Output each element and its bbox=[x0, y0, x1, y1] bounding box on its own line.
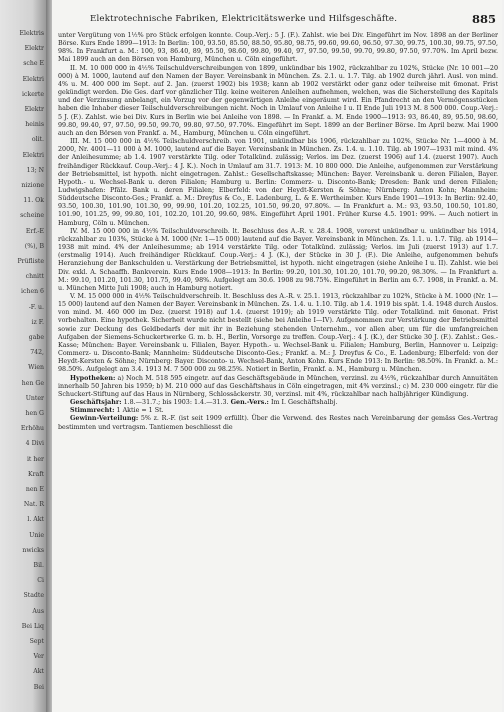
prev-page-fragment: olit. bbox=[31, 136, 44, 144]
hypotheken-text: a) Noch M. 518 595 eingetr. auf das Geschäftsgebäude in München, verzinsl. zu 4½%, rückzahlbar durch Annuitäten innerhalb 50 Jahren bis 1959; b) M. 210 000 auf das Geschäftshaus in Cöln eingetragen, mit 4% verzinsl.; c) M. 230 000 eingetr. für die Schuckert-Stiftung auf das Haus in Nürnberg, Schlossäckerstr. 30, verzinsl. mit 4%, rückzahlbar nach halbjähriger Kündigung. bbox=[58, 374, 498, 398]
paragraph-gewinn-verteilung bbox=[58, 415, 498, 431]
paragraph-hypotheken bbox=[58, 375, 498, 399]
prev-page-fragment: l. Akt bbox=[27, 516, 44, 524]
prev-page-fragment: 13; N bbox=[26, 166, 44, 174]
prev-page-fragment: Akt bbox=[33, 668, 44, 676]
paragraph-anleihe-ii: II. M. 10 000 000 in 4½% Teilschuldverschreibungen von 1899, unkündbar bis 1902, rückzahlbar zu 102%, Stücke (Nr. 10 001—20 000) à M. 1000, lautend auf den Namen der Bayer. Vereinsbank in München. Zs. 2.1. u. 1.7. Tilg. ab 1902 durch jährl. Ausl. von mind. 4% u. M. 400 000 im Sept. auf 2. Jan. (zuerst 1902) bis 1938; kann ab 1902 verstärkt oder ganz oder teilweise mit 6monat. Frist gekündigt werden. Die Ges. darf vor gänzlicher Tilg. keine weiteren Anleihen aufnehmen, welchen, was die Sicherstellung des Kapitals und der Verzinsung anbelangt, ein Vorzug vor der gegenwärtigen Anleihe eingeräumt wird. Ein Pfandrecht an den Vermögensstücken haben die Inhaber dieser Teilschuldverschreibungen nicht. Noch in Umlauf von Anleihe I u. II Ende Juli 1913 M. 8 500 000. Coup.-Verj.: 5 J. (F.). Zahlst. wie bei Div. Kurs in Berlin wie bei Anleihe von 1898. — In Frankf. a. M. Ende 1900—1913: 93, 86.40, 89, 95.50, 98.60, 99.80, 99.40, 97, 97.50, 99.50, 99.70, 99.80, 97.50, 97.70%. Eingeführt im Sept. 1899 an der Berliner Börse. Im April bezw. Mai 1900 auch an den Börsen von Frankf. a. M., Hamburg, München u. Cöln eingeführt. bbox=[58, 64, 498, 137]
prev-page-fragment: 4 Divi bbox=[25, 440, 44, 448]
prev-page-fragment: Bei Liq bbox=[21, 622, 44, 630]
prev-page-fragment: hen Ge bbox=[21, 379, 44, 387]
gen-vers-label: Gen.-Vers.: bbox=[230, 399, 269, 407]
geschaeftsjahr-label: Geschäftsjahr: bbox=[70, 399, 122, 407]
prev-page-fragment: chnitt bbox=[25, 273, 44, 281]
prev-page-fragment: Ver bbox=[33, 653, 44, 661]
stimmrecht-label: Stimmrecht: bbox=[70, 407, 115, 415]
stimmrecht-text: 1 Aktie = 1 St. bbox=[116, 407, 164, 415]
prev-page-fragment: Wien bbox=[28, 364, 44, 372]
prev-page-fragment: Unie bbox=[29, 531, 44, 539]
prev-page-fragment: nizione bbox=[21, 182, 44, 189]
prev-page-fragment: ichen 6 bbox=[21, 288, 44, 296]
prev-page-fragment: nen E bbox=[25, 486, 44, 493]
prev-page-fragment: it her bbox=[26, 455, 44, 463]
prev-page-fragment: Nat. R bbox=[23, 501, 44, 509]
prev-page-fragment: -F. u. bbox=[28, 303, 44, 311]
page-body bbox=[58, 32, 498, 702]
geschaeftsjahr-text: 1.8.—31.7.; bis 1903: 1.4.—31.3. bbox=[123, 399, 229, 407]
prev-page-fragment: Elektr bbox=[24, 45, 44, 53]
gewinn-text: 5% z. R.-F. (ist seit 1909 erfüllt). Über die Verwend. des Restes nach Vereinbarung der gemäss Ges.-Vertrag bestimmten und vertragsm. Tantiemen beschliesst die bbox=[58, 415, 498, 431]
prev-page-fragment: (%), B bbox=[24, 242, 44, 250]
prev-page-fragment: hen G bbox=[25, 410, 44, 417]
prev-page-fragment: Bil. bbox=[33, 562, 44, 569]
prev-page-fragment: Elektri bbox=[22, 151, 44, 159]
prev-page-fragment: Bei bbox=[33, 683, 44, 691]
running-header-title: Elektrotechnische Fabriken, Elektricitätswerke und Hilfsgeschäfte. bbox=[90, 14, 398, 24]
prev-page-fragment: Sept bbox=[29, 638, 44, 645]
prev-page-fragment: Erf.-E bbox=[25, 227, 44, 235]
prev-page-fragment: Erhöhu bbox=[20, 425, 44, 433]
prev-page-fragment: Elektr bbox=[24, 106, 44, 113]
prev-page-fragment: Aus bbox=[32, 607, 44, 615]
prev-page-fragment: 742, bbox=[30, 349, 44, 357]
prev-page-fragment: scheine bbox=[20, 212, 44, 220]
prev-page-fragment: Kraft bbox=[27, 470, 44, 478]
paragraph-geschaeftsjahr bbox=[58, 399, 498, 407]
prev-page-fragment: Unter bbox=[25, 394, 44, 402]
prev-page-fragment: Stadte bbox=[23, 592, 44, 600]
paragraph-anleihe-iii: III. M. 15 000 000 in 4½% Teilschuldverschreib. von 1901, unkündbar bis 1906, rückzahlbar zu 102%, Stücke Nr. 1—4000 à M. 2000, Nr. 4001—11 000 à M. 1000, lautend auf die Bayer. Vereinsbank in München. Zs. 1.4. u. 1.10. Tilg. ab 1907—1931 mit mind. 4% der Anleihesumme; ab 1.4. 1907 verstärkte Tilg. oder Totalkünd. zulässig; Verlos. im Dez. (zuerst 1906) auf 1.4. (zuerst 1907). Auch freihändiger Rückkauf. Coup.-Verj.: 4 J. K.). Noch in Umlauf am 31.7. 1913: M. 10 800 000. Die Anleihe, aufgenommen zur Verstärkung der Betriebsmittel, ist hypoth. nicht eingetragen. Zahlst.: Gesellschaftskasse; München: Bayer. Vereinsbank u. deren Filialen, Bayer. Hypoth.- u. Wechsel-Bank u. deren Filialen; Hamburg u. Berlin: Commerz- u. Disconto-Bank; Dresden: Bank und deren Filialen; Ludwigshafen: Pfälz. Bank u. deren Filialen; Elberfeld: von der Heydt-Kersten & Söhne; Nürnberg: Anton Kohn; Mannheim: Süddeutsche Disconto-Ges.; Frankf. a. M.: Dreyfus & Co., E. Ladenburg, L. & E. Wertheimber. Kurs Ende 1901—1913: In Berlin: 92.40, 93.50, 100.30, 101.90, 101.30, 99, 99.90, 101.20, 102.25, 101.50, 99.20, 97.80%. — In Frankfurt a. M.: 93, 93.50, 100.50, 101.80, 101.90, 101.25, 99, 99.80, 101, 102.20, 101.20, 99.60, 98%. Eingeführt April 1901. Früher Kurse 4.5. 1901: 99%. — Auch notiert in Hamburg, Cöln u. München. bbox=[58, 138, 498, 227]
prev-page-fragment: Ci bbox=[37, 577, 44, 585]
hypotheken-label: Hypotheken: bbox=[70, 374, 116, 382]
prev-page-fragment: Elektris bbox=[19, 30, 44, 37]
gen-vers-text: Im I. Geschäftshalbj. bbox=[270, 399, 338, 407]
prev-page-fragment: Elektri bbox=[22, 75, 44, 83]
prev-page-fragment: iz F. bbox=[31, 318, 44, 326]
book-page bbox=[52, 0, 502, 712]
prev-page-fragment: 11. Ok bbox=[23, 197, 44, 205]
prev-page-fragment: sche E bbox=[23, 60, 44, 68]
previous-page-edge bbox=[0, 0, 47, 712]
gewinn-label: Gewinn-Verteilung: bbox=[70, 415, 139, 423]
paragraph-anleihe-iv: IV. M. 15 000 000 in 4½% Teilschuldverschreib. lt. Beschluss des A.-R. v. 28.4. 1908, vorerst unkündbar u. unkündbar bis 1914, rückzahlbar zu 103%, Stücke à M. 1000 (Nr. 1—15 000) lautend auf die Bayer. Vereinsbank in München. Zs. 1.1. u. 1.7. Tilg. ab 1914—1938 mit mind. 4% der Anleihesumme; ab 1914 verstärkte Tilg. oder Totalkünd. zulässig; Verlos. im Juli (zuerst 1913) auf 1.7. (erstmalig 1914). Auch freihändiger Rückkauf. Coup.-Verj.: 4 J. (K.), der Stücke in 30 J. (F.). Die Anleihe, aufgenommen behufs Heranziehung der Bankschulden u. Verstärkung der Betriebsmittel, ist hypoth. nicht eingetragen (siehe Anleihe I u. II). Zahlst. wie bei Div. exkl. A. Schaaffh. Bankverein. Kurs Ende 1908—1913: In Berlin: 99.20, 101.30, 101.20, 101.70, 99.20, 98.30%. — In Frankfurt a. M.: 99.10, 101.20, 101.30, 101.75, 99.40, 98%. Aufgelegt am 30.6. 1908 zu 98.75%. Eingeführt in Berlin am 6.7. 1908, in Frankf. a. M. u. München Mitte Juli 1908; auch in Hamburg notiert. bbox=[58, 227, 498, 292]
prev-page-fragment: gabe bbox=[28, 334, 44, 341]
prev-page-fragment: Prüfliste bbox=[17, 258, 44, 265]
prev-page-fragment: ickerte bbox=[22, 90, 44, 98]
page-number: 885 bbox=[471, 12, 496, 26]
paragraph-anleihe-v: V. M. 15 000 000 in 4½% Teilschuldverschreib. lt. Beschluss des A.-R. v. 25.1. 1913, rückzahlbar zu 102%, Stücke à M. 1000 (Nr. 1—15 000) lautend auf den Namen der Bayer. Vereinsbank in München. Zs. 1.4. u. 1.10. Tilg. ab 1.4. 1919 bis spät. 1.4. 1948 durch Auslos. von mind. M. 460 000 im Dez. (zuerst 1918) auf 1.4. (zuerst 1919); ab 1919 verstärkte Tilg. oder Totalkünd. mit 6monat. Frist vorbehalten. Eine hypothek. Sicherheit wurde nicht bestellt (siehe bei Anleihe I—IV). Aufgenommen zur Verstärkung der Betriebsmittel sowie zur Deckung des Geldbedarfs der mit ihr in Beziehung stehenden Unternehm., vor allen aber, um für die umfangreichen Aufgaben der Siemens-Schuckertwerke G. m. b. H., Berlin, Vorsorge zu treffen. Coup.-Verj.: 4 J. (K.), der Stücke 30 J. (F.). Zahlst.: Ges.-Kasse; München: Bayer. Vereinsbank u. Filialen, Bayer. Hypoth.- u. Wechsel-Bank u. Filialen; Hamburg, Berlin, Hannover u. Leipzig: Commerz- u. Disconto-Bank; Mannheim: Süddeutsche Disconto-Ges.; Frankf. a. M.: J. Dreyfus & Co., E. Ladenburg; Elberfeld: von der Heydt-Kersten & Söhne; Nürnberg: Bayer. Disconto- u. Wechsel-Bank, Anton Kohn. Kurs Ende 1913: In Berlin: 98.50%. In Frankf. a. M.: 98.50%. Aufgelegt am 3.4. 1913 M. 7 500 000 zu 98.25%. Notiert in Berlin, Frankf. a. M., Hamburg u. München. bbox=[58, 293, 498, 374]
running-header bbox=[52, 14, 496, 26]
prev-page-fragment: nwicks bbox=[22, 546, 44, 554]
paragraph-anleihe-i-continued: unter Vergütung von 1½% pro Stück erfolgen konnte. Coup.-Verj.: 5 J. (F.). Zahlst. wie bei Div. Eingeführt im Nov. 1898 an der Berliner Börse. Kurs Ende 1899—1913: In Berlin: 100, 93.50, 85.50, 88.50, 95.80, 98.75, 99.60, 99.60, 96.50, 97.30, 99.75, 100.30, 99.75, 97.50, 98%. In Frankfurt a. M.: 100, 93, 86.40, 89, 95.50, 98.60, 99.80, 99.40, 97, 97.50, 99.50, 99.70, 99.80, 97.50, 97.70%. Im April bezw. Mai 1899 auch an den Börsen von Hamburg, München u. Cöln eingeführt. bbox=[58, 32, 498, 64]
prev-page-fragment: heinis bbox=[25, 121, 44, 129]
